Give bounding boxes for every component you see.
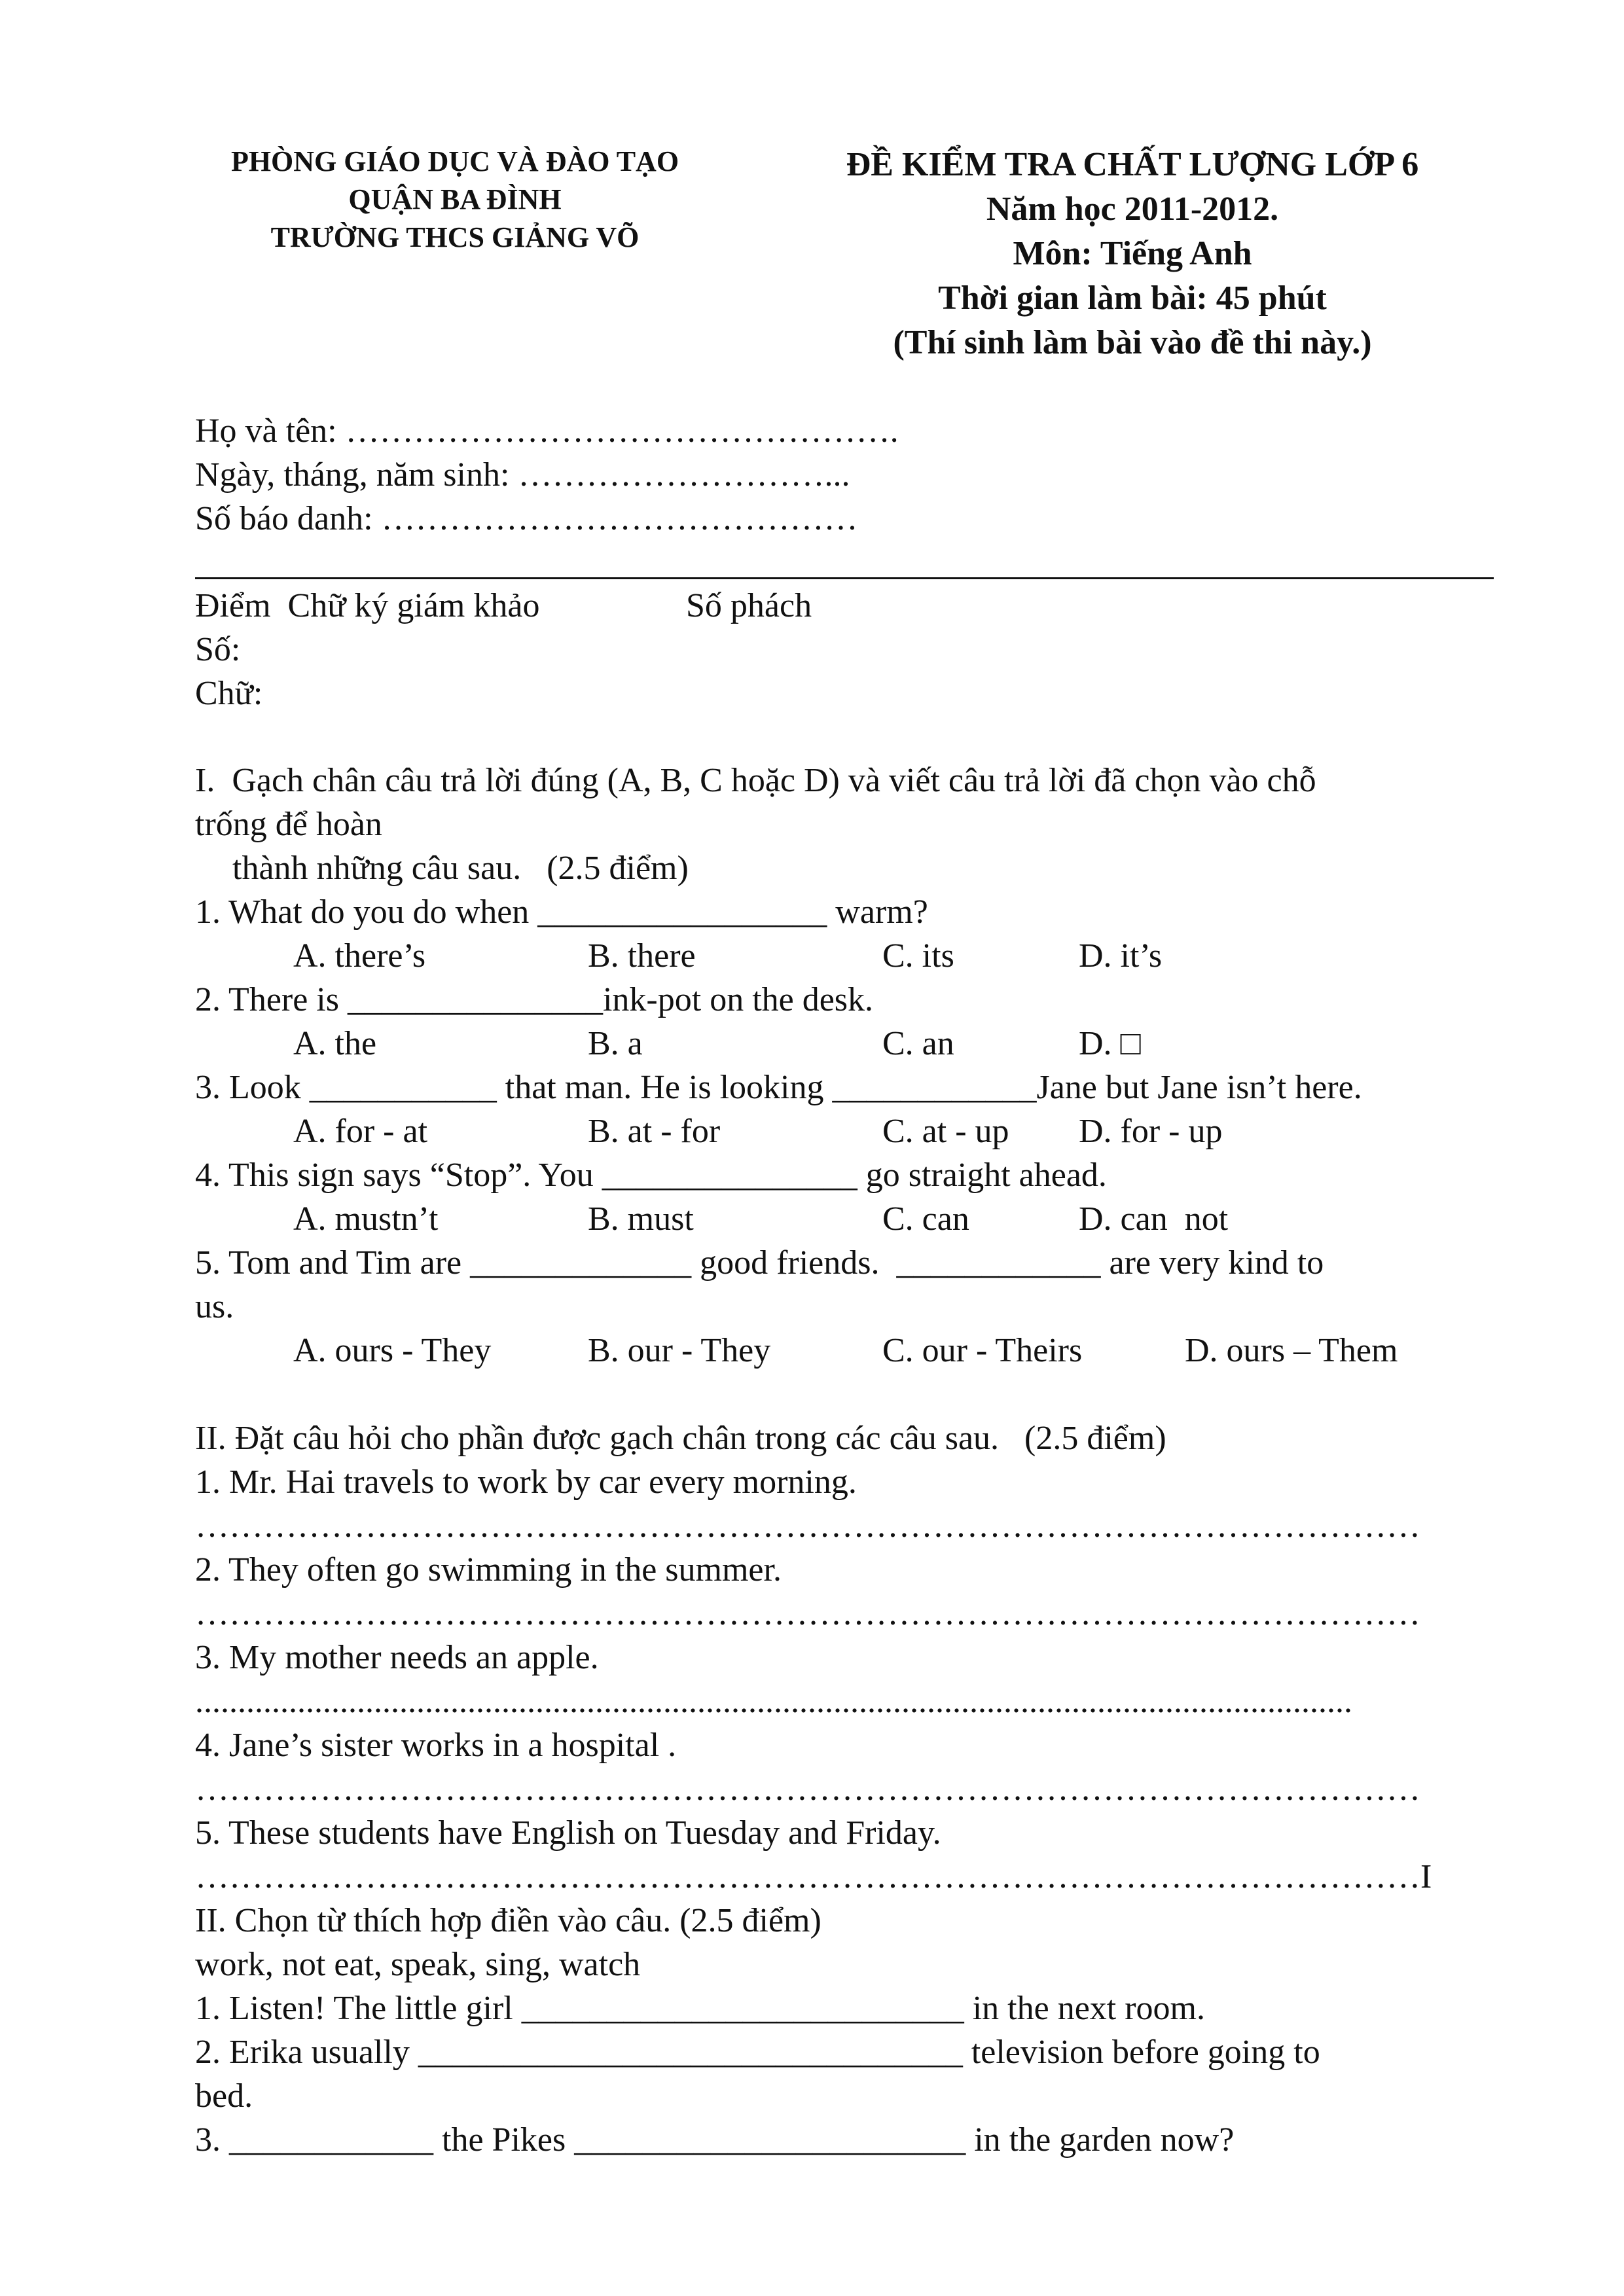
s2-question-3: 3. My mother needs an apple. [195,1639,599,1676]
q3-option-d[interactable]: D. for - up [1079,1113,1223,1150]
sophach-label: Số phách [686,587,812,624]
exam-title: ĐỀ KIỂM TRA CHẤT LƯỢNG LỚP 6 [846,146,1419,183]
q1-option-a[interactable]: A. there’s [293,937,426,975]
question-3: 3. Look ___________ that man. He is looking ____________Jane but Jane isn’t here. [195,1069,1362,1106]
q4-option-c[interactable]: C. can [882,1200,969,1238]
q2-option-a[interactable]: A. the [293,1025,377,1062]
question-4: 4. This sign says “Stop”. You _______________ go straight ahead. [195,1157,1107,1194]
question-5: 5. Tom and Tim are _____________ good friends. ____________ are very kind to [195,1244,1324,1282]
section1-instruction-end: thành những câu sau. (2.5 điểm) [232,850,689,887]
school-year: Năm học 2011-2012. [986,190,1279,228]
s2-answer-line-3[interactable]: ........................................................................................................................................ [195,1683,1352,1720]
name-field[interactable]: Họ và tên: …………………………………………. [195,412,899,450]
s2-question-1: 1. Mr. Hai travels to work by car every morning. [195,1463,857,1501]
q4-option-a[interactable]: A. mustn’t [293,1200,439,1238]
exam-header [776,143,1489,365]
instruction-note: (Thí sinh làm bài vào đề thi này.) [893,324,1372,361]
s2-question-5: 5. These students have English on Tuesday and Friday. [195,1814,941,1852]
section3-title: II. Chọn từ thích hợp điền vào câu. (2.5 điểm) [195,1902,821,1939]
subject: Môn: Tiếng Anh [1013,235,1252,272]
school-header [167,143,743,257]
word-bank: work, not eat, speak, sing, watch [195,1946,641,1983]
divider-line [195,577,1494,579]
q5-option-d[interactable]: D. ours – Them [1185,1332,1398,1369]
q1-option-b[interactable]: B. there [588,937,696,975]
s2-answer-line-2[interactable]: ……………………………………………………………………………………………… [195,1595,1420,1632]
q2-option-d[interactable]: D. □ [1079,1025,1141,1062]
s2-answer-line-1[interactable]: ……………………………………………………………………………………………… [195,1507,1420,1545]
question-1: 1. What do you do when _________________ warm? [195,893,928,931]
s3-question-1: 1. Listen! The little girl __________________________ in the next room. [195,1990,1205,2027]
s2-question-2: 2. They often go swimming in the summer. [195,1551,782,1588]
grading-label: Điểm Chữ ký giám khảo [195,587,540,624]
q1-option-d[interactable]: D. it’s [1079,937,1163,975]
q3-option-a[interactable]: A. for - at [293,1113,428,1150]
school-name: TRƯỜNG THCS GIẢNG VÕ [270,221,640,253]
q3-option-b[interactable]: B. at - for [588,1113,721,1150]
district-name: QUẬN BA ĐÌNH [348,183,562,215]
q5-option-a[interactable]: A. ours - They [293,1332,492,1369]
question-2: 2. There is _______________ink-pot on the desk. [195,981,874,1018]
q2-option-b[interactable]: B. a [588,1025,643,1062]
s3-question-3: 3. ____________ the Pikes _______________________ in the garden now? [195,2121,1235,2159]
s3-question-2-cont: bed. [195,2077,253,2115]
candidate-number-field[interactable]: Số báo danh: …………………………………… [195,500,858,537]
q5-option-b[interactable]: B. our - They [588,1332,771,1369]
q2-option-c[interactable]: C. an [882,1025,954,1062]
q3-option-c[interactable]: C. at - up [882,1113,1009,1150]
s2-answer-line-5[interactable]: ………………………………………………………………………………………………I [195,1858,1432,1895]
department-name: PHÒNG GIÁO DỤC VÀ ĐÀO TẠO [230,145,679,177]
q4-option-d[interactable]: D. can not [1079,1200,1229,1238]
question-5-cont: us. [195,1288,234,1325]
q1-option-c[interactable]: C. its [882,937,954,975]
s2-answer-line-4[interactable]: ……………………………………………………………………………………………… [195,1770,1420,1808]
s2-question-4: 4. Jane’s sister works in a hospital . [195,1727,677,1764]
duration: Thời gian làm bài: 45 phút [938,279,1327,317]
q5-option-c[interactable]: C. our - Theirs [882,1332,1083,1369]
section1-instruction: I. Gạch chân câu trả lời đúng (A, B, C hoặc D) và viết câu trả lời đã chọn vào chỗ [195,762,1316,799]
dob-field[interactable]: Ngày, tháng, năm sinh: ………………………... [195,456,850,493]
score-number-label: Số: [195,631,241,668]
s3-question-2: 2. Erika usually ________________________________ television before going to [195,2034,1320,2071]
q4-option-b[interactable]: B. must [588,1200,694,1238]
section2-title: II. Đặt câu hỏi cho phần được gạch chân trong các câu sau. (2.5 điểm) [195,1420,1166,1457]
section1-instruction-cont: trống để hoàn [195,806,382,843]
score-words-label: Chữ: [195,675,263,712]
